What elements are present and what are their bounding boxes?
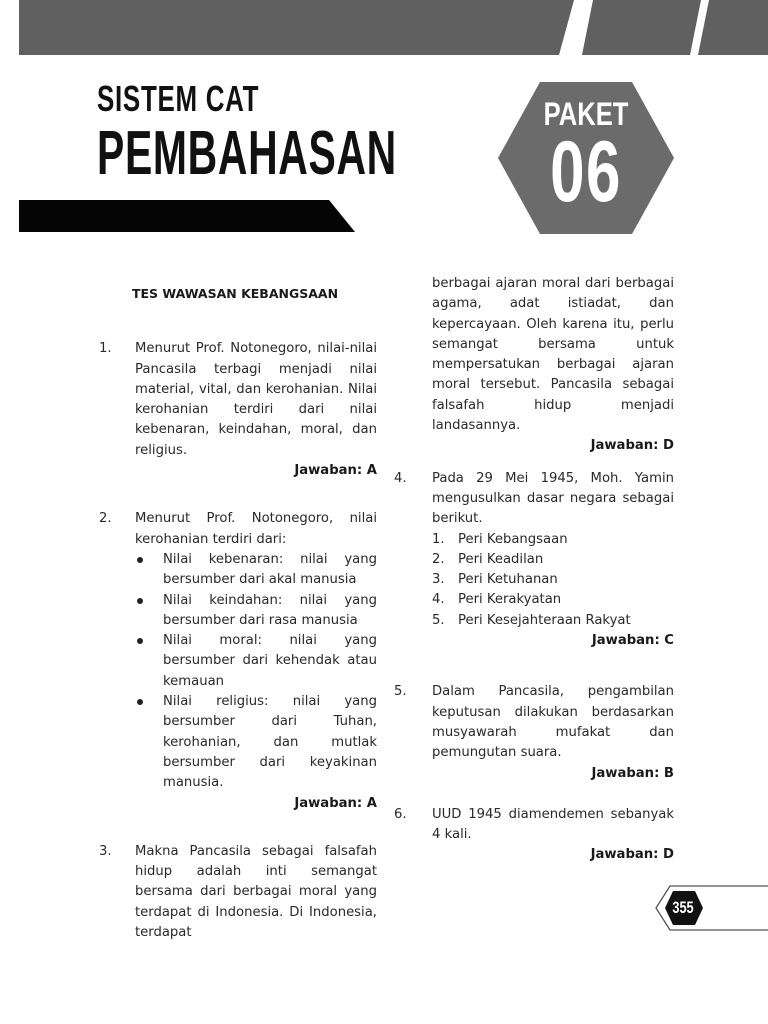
question-text: UUD 1945 diamendemen sebanyak 4 kali. (432, 806, 674, 843)
bullet-item: Nilai religius: nilai yang bersumber dari Tuhan, kerohanian, dan mutlak bersumber dari keyakinan manusia. (135, 692, 377, 793)
question-3 (95, 842, 377, 943)
bullet-item: Nilai keindahan: nilai yang bersumber dari rasa manusia (135, 591, 377, 632)
paket-label: PAKET (543, 96, 629, 132)
paket-number: 06 (550, 124, 622, 220)
list-item: 4. Peri Kerakyatan (432, 592, 562, 608)
question-text: Menurut Prof. Notonegoro, nilai kerohanian terdiri dari: (135, 511, 377, 547)
list-item: 3. Peri Ketuhanan (432, 572, 558, 588)
numbered-list (432, 530, 674, 631)
left-column (95, 284, 377, 943)
question-number: 5. (394, 684, 407, 700)
question-1 (95, 339, 377, 481)
section-title: TES WAWASAN KEBANGSAAN (131, 286, 339, 301)
answer-label: Jawaban: A (294, 795, 377, 811)
bullet-icon (137, 638, 143, 644)
question-text: Makna Pancasila sebagai falsafah hidup adalah inti semangat bersama dari berbagai moral yang terdapat di Indonesia. Di Indonesia, terdapat (135, 843, 377, 941)
answer-label: Jawaban: A (294, 463, 377, 479)
question-text: Dalam Pancasila, pengambilan keputusan dilakukan berdasarkan musyawarah mufakat dan pemungutan suara. (432, 684, 674, 761)
list-item: 2. Peri Keadilan (432, 551, 544, 567)
answer-label: Jawaban: C (591, 633, 674, 649)
question-text-continued: berbagai ajaran moral dari berbagai agama, adat istiadat, dan kepercayaan. Oleh karena itu, perlu semangat bersama untuk mempersatukan berbagai ajaran moral tersebut. Pancasila sebagai falsafah hidup menjadi landasannya. (432, 276, 674, 434)
top-banner (19, 0, 768, 55)
list-item: 1. Peri Kebangsaan (432, 531, 568, 547)
question-number: 6. (394, 806, 407, 822)
question-2 (95, 509, 377, 813)
question-text: Pada 29 Mei 1945, Moh. Yamin mengusulkan dasar negara sebagai berikut. (432, 470, 674, 527)
bullet-item: Nilai moral: nilai yang bersumber dari kehendak atau kemauan (135, 631, 377, 692)
question-6 (394, 805, 674, 866)
answer-label: Jawaban: B (591, 765, 674, 781)
question-text: Menurut Prof. Notonegoro, nilai-nilai Pancasila terbagi menjadi nilai material, vital, dan kerohanian. Nilai kerohanian terdiri dari nilai kebenaran, keindahan, moral, dan religius. (135, 341, 377, 458)
page-title: PEMBAHASAN (97, 119, 397, 188)
right-column (394, 274, 674, 866)
page-number: 355 (672, 898, 694, 917)
bullet-icon (137, 598, 143, 604)
answer-label: Jawaban: D (590, 847, 674, 863)
list-item: 5. Peri Kesejahteraan Rakyat (432, 612, 631, 628)
question-number: 2. (99, 511, 112, 527)
answer-label: Jawaban: D (590, 438, 674, 454)
question-number: 3. (99, 843, 112, 859)
question-4 (394, 469, 674, 652)
question-number: 4. (394, 470, 407, 486)
bullet-item: Nilai kebenaran: nilai yang bersumber dari akal manusia (135, 550, 377, 591)
title-underline-bar (19, 200, 359, 238)
series-title: SISTEM CAT (97, 78, 260, 119)
question-3-continuation (394, 274, 674, 457)
question-5 (394, 682, 674, 783)
paket-badge (496, 82, 676, 234)
bullet-list (135, 550, 377, 794)
bullet-icon (137, 699, 143, 705)
question-number: 1. (99, 341, 112, 357)
bullet-icon (137, 557, 143, 563)
